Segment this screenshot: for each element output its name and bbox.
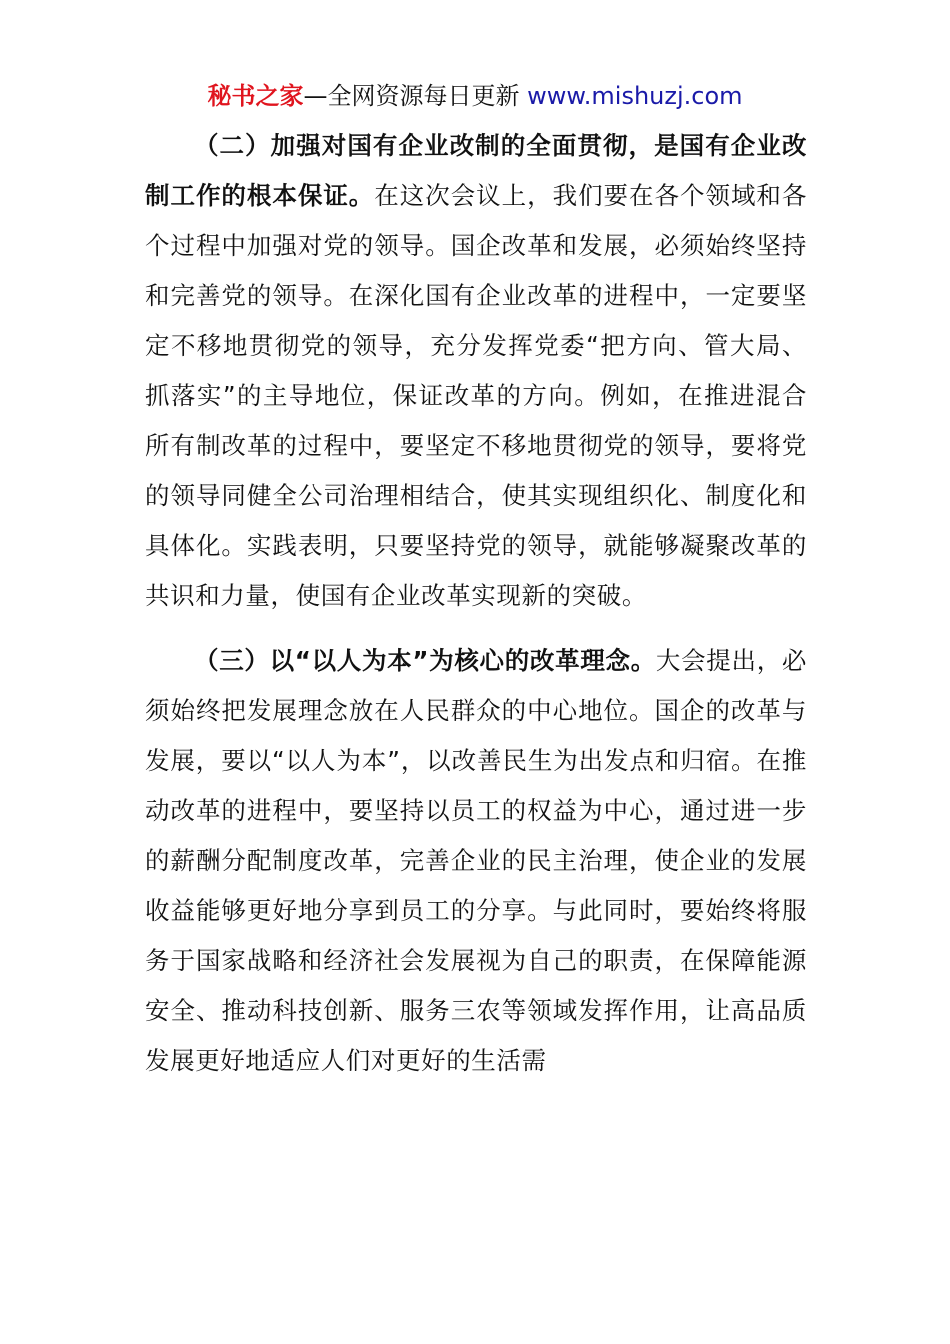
site-url-link[interactable]: www.mishuzj.com: [527, 82, 743, 110]
paragraph-section-2: [145, 121, 807, 621]
section-3-heading: （三）以“以人为本”为核心的改革理念。: [194, 646, 656, 675]
document-body: [145, 121, 807, 1086]
section-2-text: 在这次会议上，我们要在各个领域和各个过程中加强对党的领导。国企改革和发展，必须始终坚持和完善党的领导。在深化国有企业改革的进程中，一定要坚定不移地贯彻党的领导，充分发挥党委“把方向、管大局、抓落实”的主导地位，保证改革的方向。例如，在推进混合所有制改革的过程中，要坚定不移地贯彻党的领导，要将党的领导同健全公司治理相结合，使其实现组织化、制度化和具体化。实践表明，只要坚持党的领导，就能够凝聚改革的共识和力量，使国有企业改革实现新的突破。: [145, 181, 807, 610]
brand-name: 秘书之家: [207, 82, 304, 110]
section-3-text: 大会提出，必须始终把发展理念放在人民群众的中心地位。国企的改革与发展，要以“以人为本”，以改善民生为出发点和归宿。在推动改革的进程中，要坚持以员工的权益为中心，通过进一步的薪酬分配制度改革，完善企业的民主治理，使企业的发展收益能够更好地分享到员工的分享。与此同时，要始终将服务于国家战略和经济社会发展视为自己的职责，在保障能源安全、推动科技创新、服务三农等领域发挥作用，让高品质发展更好地适应人们对更好的生活需: [145, 646, 807, 1075]
header-tagline: —全网资源每日更新: [303, 82, 520, 110]
paragraph-section-3: [145, 636, 807, 1086]
section-2-heading: （二）加强对国有企业改制的全面贯彻，是国有企业改制工作的根本保证。: [145, 131, 807, 210]
site-header: [0, 78, 950, 114]
